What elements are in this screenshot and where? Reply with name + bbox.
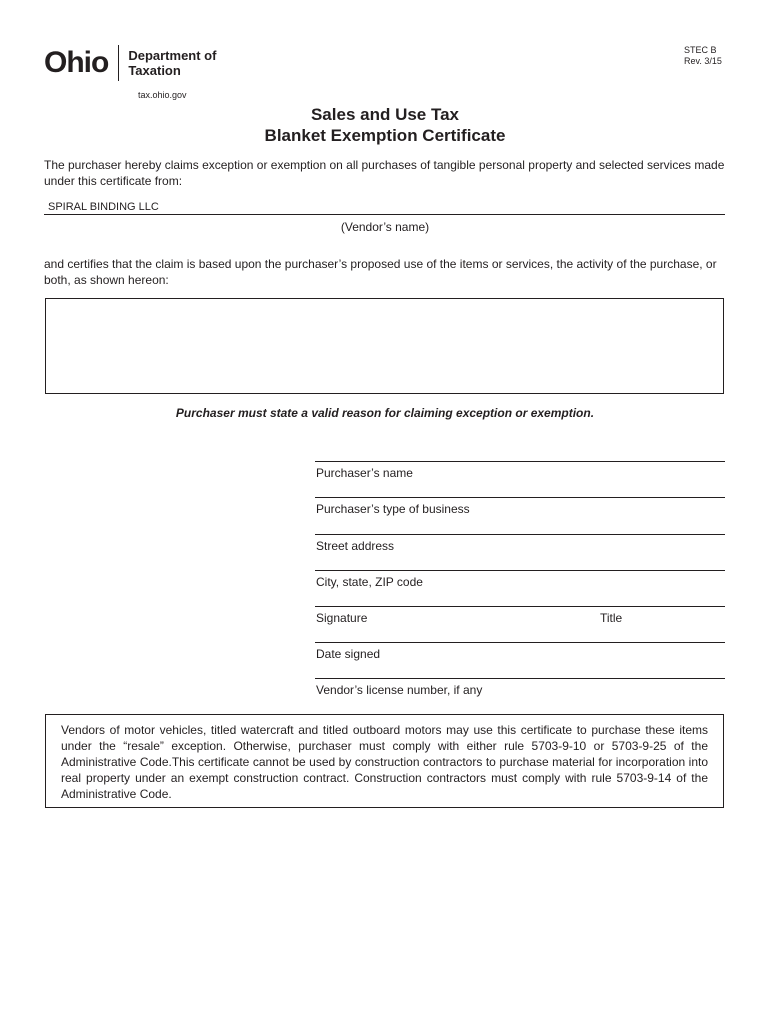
- business-type-field[interactable]: [315, 497, 725, 529]
- certification-paragraph: and certifies that the claim is based upon the purchaser’s proposed use of the items or services, the activity of the purchase, or both, as shown hereon:: [44, 257, 717, 287]
- form-code-block: [684, 45, 722, 67]
- vendor-information-box: [45, 714, 724, 808]
- signature-title-field[interactable]: [315, 606, 725, 638]
- vendor-name-caption: (Vendor’s name): [340, 220, 430, 234]
- website-url: tax.ohio.gov: [138, 90, 187, 100]
- street-address-field[interactable]: [315, 534, 725, 566]
- intro-paragraph: The purchaser hereby claims exception or exemption on all purchases of tangible personal property and selected services made under this certificate from:: [44, 158, 725, 188]
- signature-label: Signature: [316, 611, 368, 625]
- valid-reason-notice: Purchaser must state a valid reason for claiming exception or exemption.: [175, 406, 595, 420]
- form-code: STEC B: [684, 45, 717, 55]
- title-label: Title: [600, 611, 623, 625]
- purchaser-name-label: Purchaser’s name: [316, 466, 413, 480]
- logo-divider: [118, 45, 119, 81]
- city-state-zip-field[interactable]: [315, 570, 725, 602]
- city-state-zip-label: City, state, ZIP code: [316, 575, 423, 589]
- exemption-reason-box[interactable]: [45, 298, 724, 394]
- date-signed-field[interactable]: [315, 642, 725, 674]
- department-name: [128, 48, 216, 78]
- vendor-information-text: Vendors of motor vehicles, titled watercraft and titled outboard motors may use this certificate to purchase these items under the “resale” exception. Otherwise, purchaser must comply with either rule 5703-9-10 or 5703-9-25 of the Administrative Code.This certificate cannot be used by construction contractors to purchase material for incorporation into real property under an exempt construction contract. Construction contractors must comply with rule 5703-9-14 of the Administrative Code.: [61, 723, 708, 801]
- department-line-2: Taxation: [128, 63, 181, 78]
- ohio-logo-wordmark: Ohio: [44, 46, 109, 79]
- street-address-label: Street address: [316, 539, 395, 553]
- date-signed-label: Date signed: [316, 647, 381, 661]
- department-line-1: Department of: [128, 48, 217, 63]
- purchaser-name-field[interactable]: [315, 461, 725, 493]
- form-title-line-2: Blanket Exemption Certificate: [264, 126, 506, 145]
- vendor-name-line: [44, 214, 725, 215]
- vendor-name-field[interactable]: SPIRAL BINDING LLC: [48, 201, 159, 213]
- vendor-license-field[interactable]: [315, 678, 725, 710]
- business-type-label: Purchaser’s type of business: [316, 502, 470, 516]
- ohio-department-logo: [44, 46, 216, 80]
- form-revision: Rev. 3/15: [684, 56, 722, 66]
- vendor-license-label: Vendor’s license number, if any: [316, 683, 483, 697]
- form-title-line-1: Sales and Use Tax: [310, 105, 460, 124]
